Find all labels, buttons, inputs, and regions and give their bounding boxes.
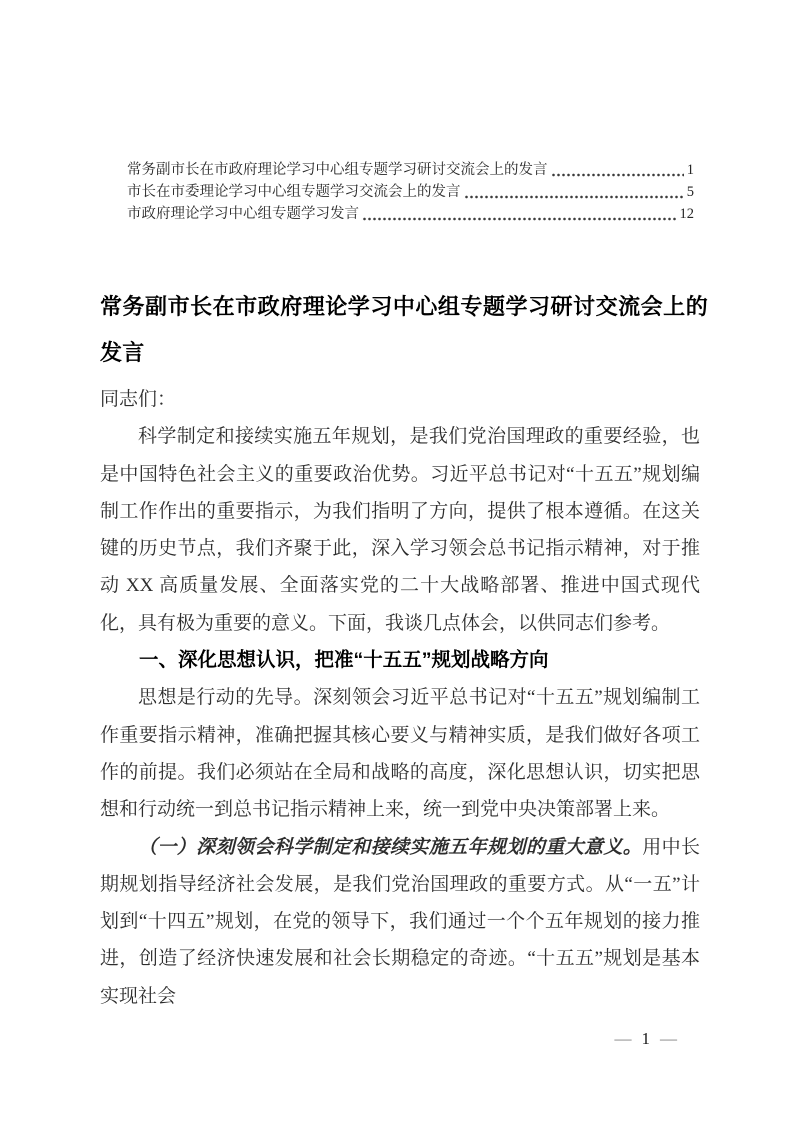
toc-entry[interactable] [127,203,694,225]
footer-page-number: 1 [641,1029,650,1048]
toc-entry[interactable] [127,159,694,181]
toc-entry-page-number: 5 [686,184,694,200]
document-body [100,381,700,1015]
point-1-lead: （一）深刻领会科学制定和接续实施五年规划的重大意义。 [138,836,643,858]
intro-paragraph: 科学制定和接续实施五年规划，是我们党治国理政的重要经验，也是中国特色社会主义的重要政治优势。习近平总书记对“十五五”规划编制工作作出的重要指示，为我们指明了方向，提供了根本遵循。在这关键的历史节点，我们齐聚于此，深入学习领会总书记指示精神，对于推动 XX 高质量发展、全面落实党的二十大战略部署、推进中国式现代化，具有极为重要的意义。下面，我谈几点体会，以供同志们参考。 [100,426,700,634]
section-1-paragraph: 思想是行动的先导。深刻领会习近平总书记对“十五五”规划编制工作重要指示精神，准确把握其核心要义与精神实质，是我们做好各项工作的前提。我们必须站在全局和战略的高度，深化思想认识，切实把思想和行动统一到总书记指示精神上来，统一到党中央决策部署上来。 [100,687,700,821]
toc-entry[interactable] [127,181,694,203]
toc-leader-dots [552,173,684,177]
toc-entry-title: 市政府理论学习中心组专题学习发言 [127,206,359,222]
toc-leader-dots [465,195,684,199]
point-1-paragraph [100,829,700,1015]
footer-dash-right: — [660,1029,677,1048]
toc-entry-title: 常务副市长在市政府理论学习中心组专题学习研讨交流会上的发言 [127,162,548,178]
point-1-body: 用中长期规划指导经济社会发展，是我们党治国理政的重要方式。从“一五”计划到“十四五”规划，在党的领导下，我们通过一个个五年规划的接力推进，创造了经济快速发展和社会长期稳定的奇迹。“十五五”规划是基本实现社会 [100,836,700,1007]
toc-leader-dots [363,217,677,221]
page-number-footer [615,1029,678,1049]
footer-dash-left: — [614,1029,632,1048]
section-1-heading: 一、深化思想认识，把准“十五五”规划战略方向 [139,649,549,672]
toc-entry-page-number: 12 [679,206,694,222]
salutation: 同志们： [100,389,177,410]
document-title: 常务副市长在市政府理论学习中心组专题学习研讨交流会上的发言 [100,294,708,365]
toc-entry-title: 市长在市委理论学习中心组专题学习交流会上的发言 [127,184,461,200]
table-of-contents [127,159,694,225]
toc-entry-page-number: 1 [686,162,694,178]
